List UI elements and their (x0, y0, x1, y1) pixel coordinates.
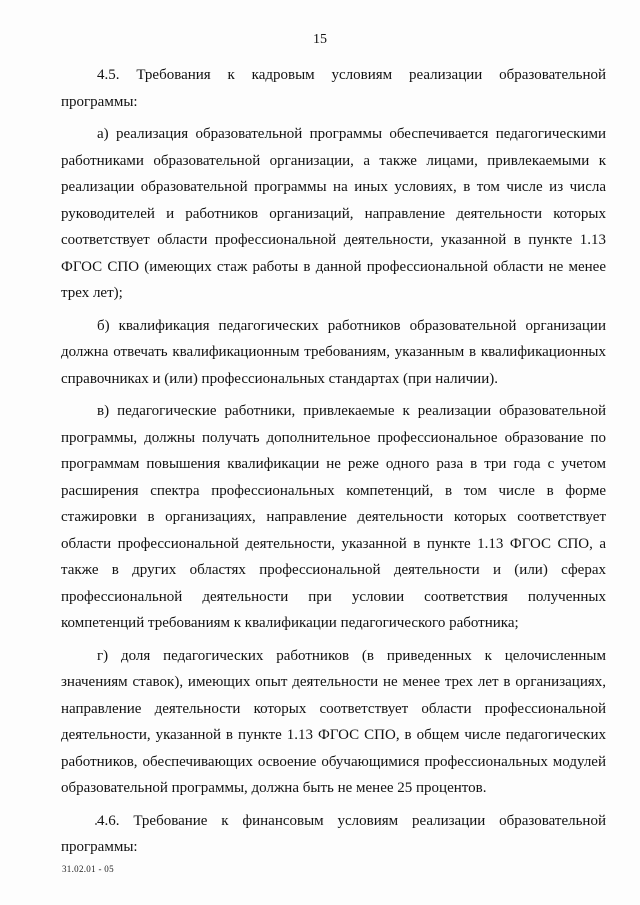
paragraph-a: а) реализация образовательной программы обеспечивается педагогическими работниками образовательной организации, а также лицами, привлекаемыми к реализации образовательной программы на иных условиях, в том числе из числа руководителей и работников организаций, направление деятельности которых соответствует области профессиональной деятельности, указанной в пункте 1.13 ФГОС СПО (имеющих стаж работы в данной профессиональной области не менее трех лет); (61, 126, 606, 301)
document-code: 31.02.01 - 05 (62, 864, 114, 874)
section-4-6-heading: 4.6. Требование к финансовым условиям реализации образовательной программы: (61, 812, 606, 855)
section-4-5-heading: 4.5. Требования к кадровым условиям реализации образовательной программы: (61, 67, 606, 110)
paragraph-b: б) квалификация педагогических работников образовательной организации должна отвечать квалификационным требованиям, указанным в квалификационных справочниках и (или) профессиональных стандартах (при наличии). (61, 317, 606, 387)
document-body (61, 62, 606, 867)
scan-speck (95, 823, 97, 825)
page-number: 15 (313, 32, 327, 47)
paragraph-v: в) педагогические работники, привлекаемые к реализации образовательной программы, должны получать дополнительное профессиональное образование по программам повышения квалификации не реже одного раза в три года с учетом расширения спектра профессиональных компетенций, в том числе в форме стажировки в организациях, направление деятельности которых соответствует области профессиональной деятельности, указанной в пункте 1.13 ФГОС СПО, а также в других областях профессиональной деятельности и (или) сферах профессиональной деятельности при условии соответствия полученных компетенций требованиям к квалификации педагогического работника; (61, 403, 606, 631)
paragraph-g: г) доля педагогических работников (в приведенных к целочисленным значениям ставок), имеющих опыт деятельности не менее трех лет в организациях, направление деятельности которых соответствует области профессиональной деятельности, указанной в пункте 1.13 ФГОС СПО, в общем числе педагогических работников, обеспечивающих освоение обучающимися профессиональных модулей образовательной программы, должна быть не менее 25 процентов. (61, 647, 606, 796)
